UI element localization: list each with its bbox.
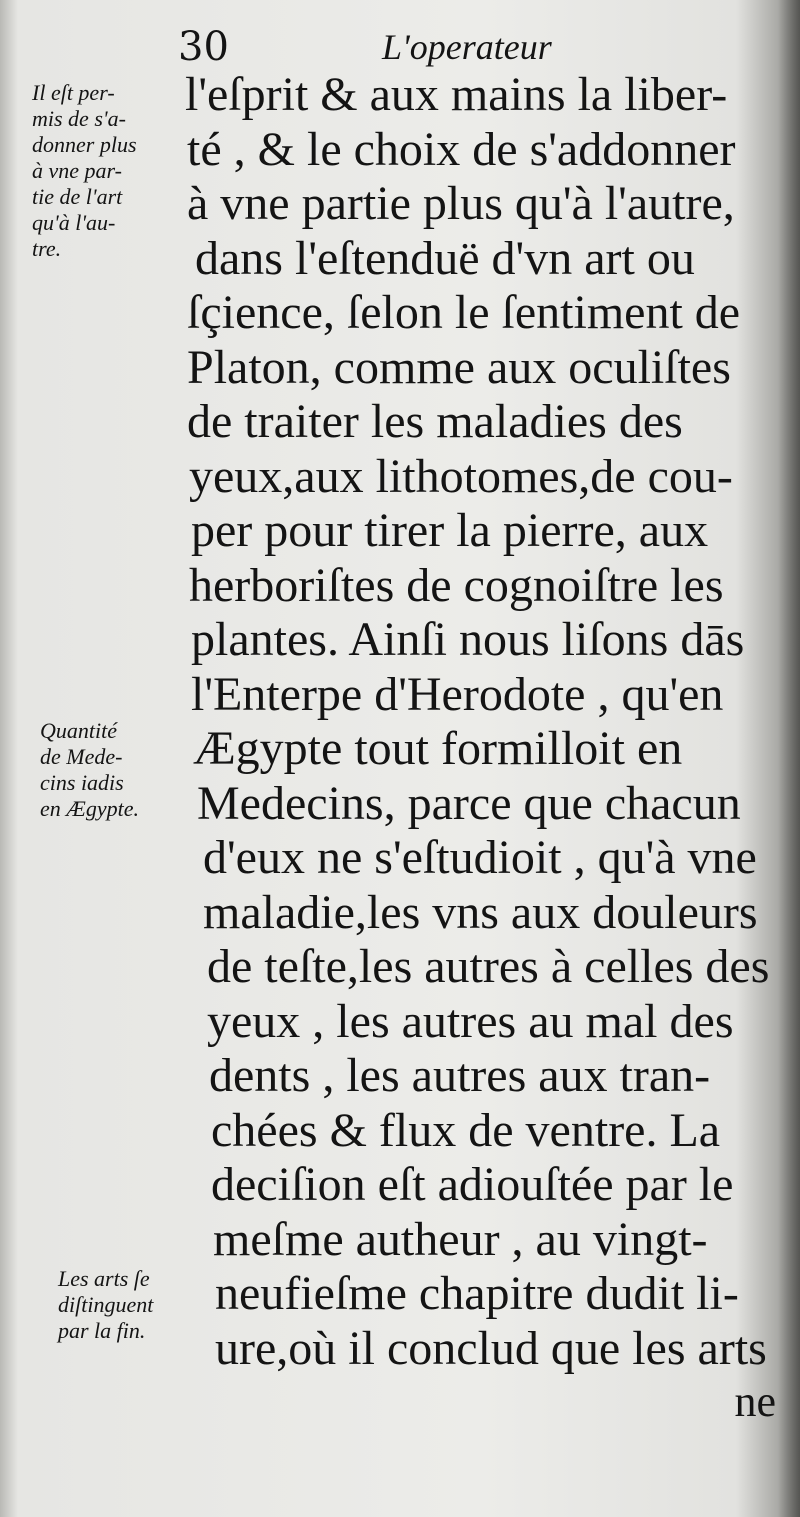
margin-note-line: diſtinguent (58, 1292, 154, 1317)
text-line: à vne partie plus qu'à l'autre, (187, 177, 735, 230)
margin-note-line: à vne par- (32, 158, 122, 183)
margin-note-permission (32, 80, 182, 262)
text-line: chées & flux de ventre. La (211, 1103, 721, 1157)
margin-note-line: Quantité (40, 718, 117, 743)
text-line: d'eux ne s'eſtudioit , qu'à vne (203, 831, 757, 884)
margin-note-line: Il eſt per- (32, 80, 115, 105)
margin-note-line: donner plus (32, 132, 137, 157)
text-line: de teſte,les autres à celles des (207, 940, 770, 993)
text-line: meſme autheur , au vingt- (213, 1212, 708, 1266)
text-line: yeux , les autres au mal des (207, 994, 734, 1048)
margin-note-line: tie de l'art (32, 184, 123, 209)
text-line: Ægypte tout formilloit en (193, 722, 683, 775)
page-edge-shadow (778, 0, 800, 1517)
running-title: L'operateur (382, 27, 552, 67)
margin-note-line: cins iadis (40, 770, 124, 795)
margin-note-line: de Mede- (40, 744, 123, 769)
margin-note-line: en Ægypte. (40, 796, 139, 821)
text-line: dents , les autres aux tran- (209, 1049, 711, 1102)
text-line: neufieſme chapitre dudit li- (215, 1267, 739, 1320)
text-line: maladie,les vns aux douleurs (203, 885, 758, 939)
text-line: yeux,aux lithotomes,de cou- (189, 449, 733, 503)
margin-note-egypt (40, 718, 200, 822)
text-line: de traiter les maladies des (187, 395, 683, 448)
catchword: ne (734, 1377, 776, 1426)
text-line: ſçience, ſelon le ſentiment de (187, 286, 741, 339)
text-line: plantes. Ainſi nous liſons dās (191, 613, 745, 666)
text-line: té , & le choix de s'addonner (187, 122, 736, 176)
margin-note-line: tre. (32, 236, 62, 261)
margin-note-line: mis de s'a- (32, 106, 126, 131)
text-line: l'Enterpe d'Herodote , qu'en (191, 667, 724, 721)
margin-note-line: par la fin. (58, 1318, 146, 1343)
body-text (185, 68, 770, 1376)
margin-note-line: Les arts ſe (58, 1266, 150, 1291)
text-line: ure,où il conclud que les arts (215, 1321, 767, 1375)
text-line: herboriſtes de cognoiſtre les (189, 558, 724, 612)
page-number: 30 (178, 24, 229, 70)
margin-note-line: qu'à l'au- (32, 210, 116, 235)
text-line: Platon, comme aux oculiſtes (187, 340, 731, 394)
text-line: l'eſprit & aux mains la liber- (185, 68, 728, 121)
text-line: per pour tirer la pierre, aux (191, 504, 709, 557)
text-line: deciſion eſt adiouſtée par le (211, 1158, 734, 1211)
text-line: dans l'eſtenduë d'vn art ou (195, 231, 695, 285)
text-line: Medecins, parce que chacun (197, 776, 741, 830)
